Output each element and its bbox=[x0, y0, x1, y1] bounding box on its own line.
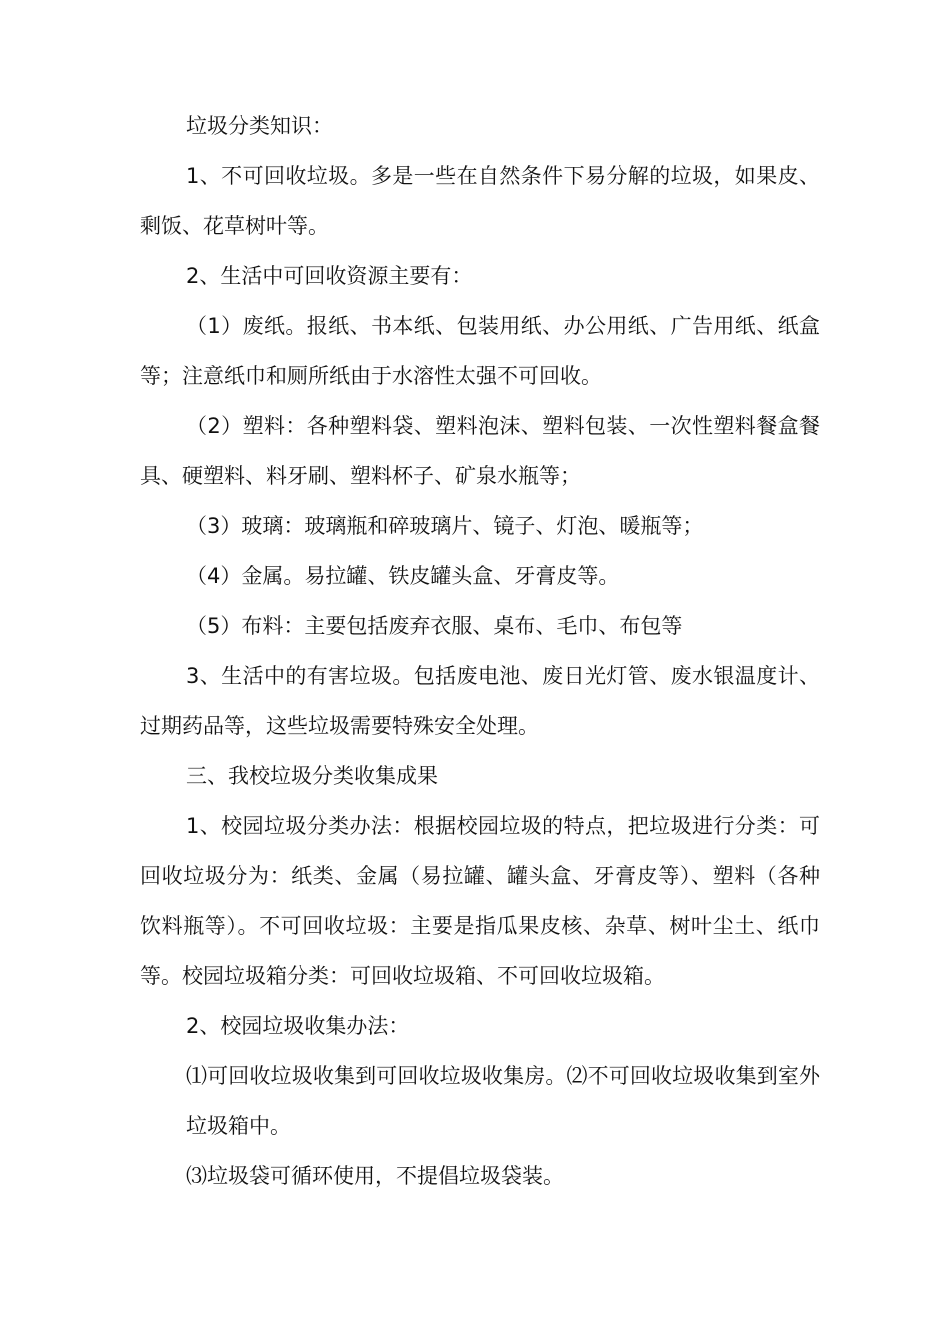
paragraph-cloth: （5）布料：主要包括废弃衣服、桌布、毛巾、布包等 bbox=[186, 614, 683, 638]
section-heading-results: 三、我校垃圾分类收集成果 bbox=[186, 764, 438, 788]
paragraph-non-recyclable: 1、不可回收垃圾。多是一些在自然条件下易分解的垃圾，如果皮、剩饭、花草树叶等。 bbox=[140, 164, 820, 238]
paragraph-paper: （1）废纸。报纸、书本纸、包装用纸、办公用纸、广告用纸、纸盒等；注意纸巾和厕所纸由于水溶性太强不可回收。 bbox=[140, 314, 820, 388]
paragraph-heading-knowledge: 垃圾分类知识： bbox=[186, 114, 333, 138]
paragraph-sorting-method: 1、校园垃圾分类办法：根据校园垃圾的特点，把垃圾进行分类：可回收垃圾分为：纸类、金属（易拉罐、罐头盒、牙膏皮等）、塑料（各种饮料瓶等）。不可回收垃圾：主要是指瓜果皮核、杂草、树叶尘土、纸巾等。校园垃圾箱分类：可回收垃圾箱、不可回收垃圾箱。 bbox=[140, 814, 820, 988]
paragraph-collection-items: ⑴可回收垃圾收集到可回收垃圾收集房。⑵不可回收垃圾收集到室外垃圾箱中。 bbox=[186, 1064, 820, 1138]
paragraph-metal: （4）金属。易拉罐、铁皮罐头盒、牙膏皮等。 bbox=[186, 564, 620, 588]
paragraph-hazardous: 3、生活中的有害垃圾。包括废电池、废日光灯管、废水银温度计、过期药品等，这些垃圾需要特殊安全处理。 bbox=[140, 664, 820, 738]
paragraph-glass: （3）玻璃：玻璃瓶和碎玻璃片、镜子、灯泡、暖瓶等； bbox=[186, 514, 704, 538]
document-body bbox=[140, 101, 820, 1201]
paragraph-recyclable-intro: 2、生活中可回收资源主要有： bbox=[186, 264, 473, 288]
paragraph-collection-intro: 2、校园垃圾收集办法： bbox=[186, 1014, 410, 1038]
paragraph-plastic: （2）塑料：各种塑料袋、塑料泡沫、塑料包装、一次性塑料餐盒餐具、硬塑料、料牙刷、塑料杯子、矿泉水瓶等； bbox=[140, 414, 820, 488]
paragraph-bag-reuse: ⑶垃圾袋可循环使用，不提倡垃圾袋装。 bbox=[186, 1164, 564, 1188]
